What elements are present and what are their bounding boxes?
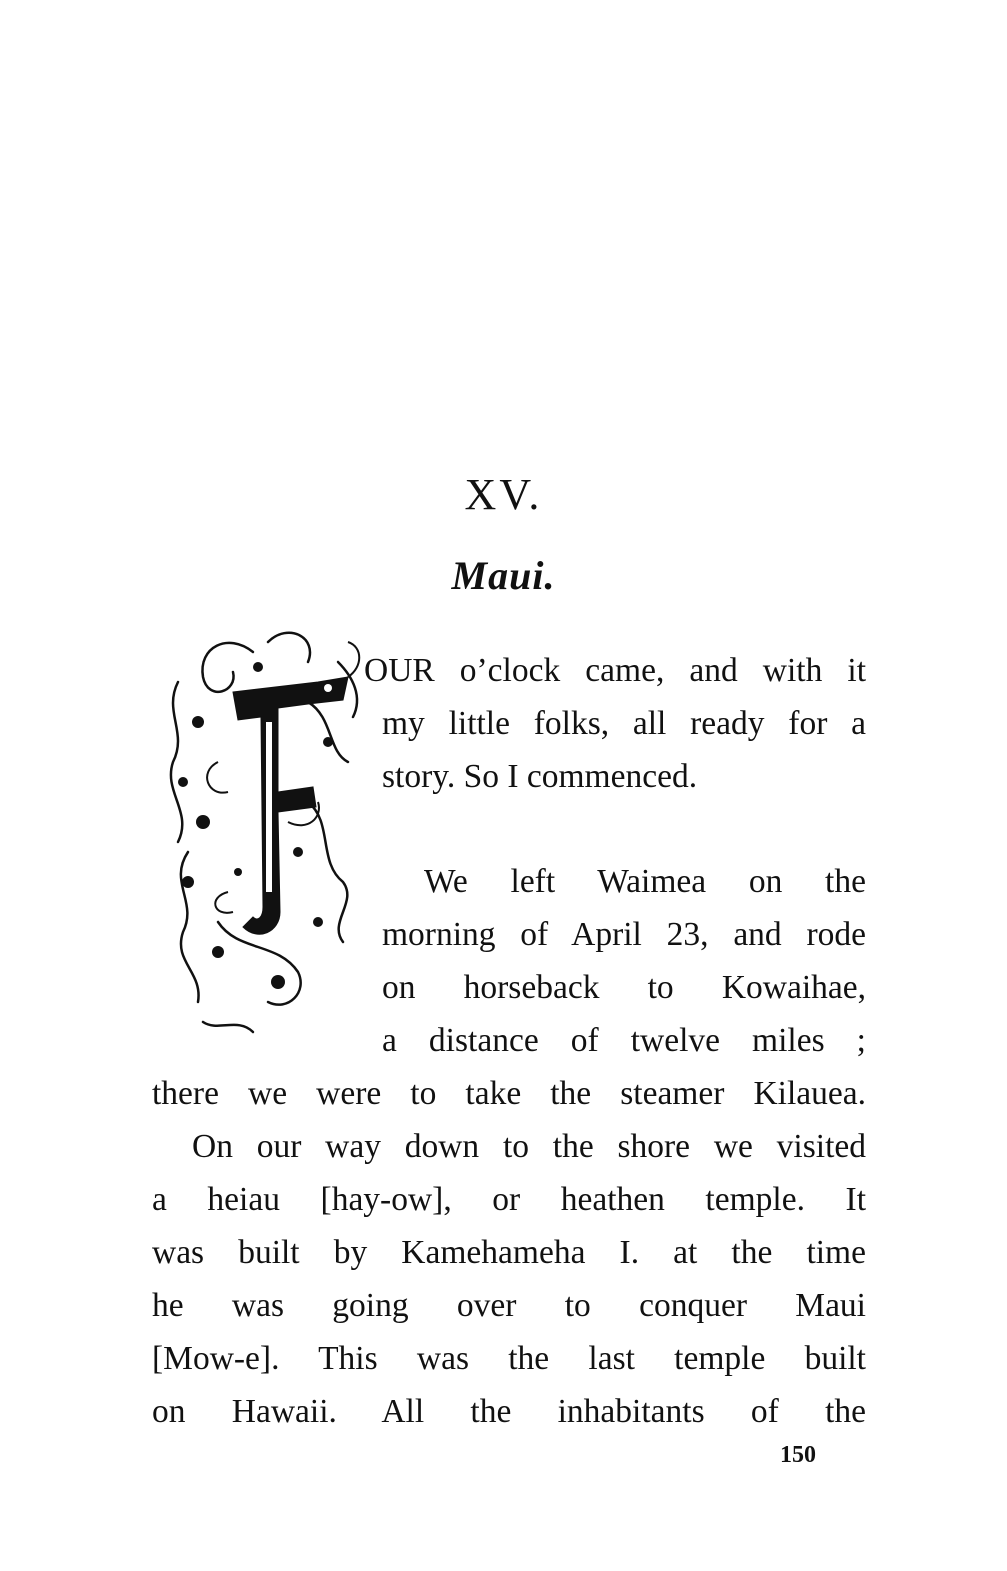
text-line: a heiau [hay-ow], or heathen temple. It: [152, 1181, 866, 1218]
text-line: was built by Kamehameha I. at the time: [152, 1234, 866, 1271]
text-line: a distance of twelve miles ;: [382, 1022, 866, 1059]
text-line: there we were to take the steamer Kilauea.: [152, 1075, 866, 1112]
text-line: my little folks, all ready for a: [382, 705, 866, 742]
page-number: 150: [780, 1442, 816, 1468]
chapter-number: XV.: [464, 470, 543, 519]
ornamental-initial-icon: [158, 622, 368, 1042]
text-line: on horseback to Kowaihae,: [382, 969, 866, 1006]
text-line: morning of April 23, and rode: [382, 916, 866, 953]
text-line: On our way down to the shore we visited: [192, 1128, 866, 1165]
decorated-initial-f: [158, 622, 368, 1042]
text-line: he was going over to conquer Maui: [152, 1287, 866, 1324]
text-line: [Mow-e]. This was the last temple built: [152, 1340, 866, 1377]
chapter-title: Maui.: [451, 553, 556, 598]
text-line: OUR o’clock came, and with it: [364, 652, 866, 689]
text-line: on Hawaii. All the inhabitants of the: [152, 1393, 866, 1430]
text-line: We left Waimea on the: [424, 863, 866, 900]
text-line: story. So I commenced.: [382, 758, 698, 795]
